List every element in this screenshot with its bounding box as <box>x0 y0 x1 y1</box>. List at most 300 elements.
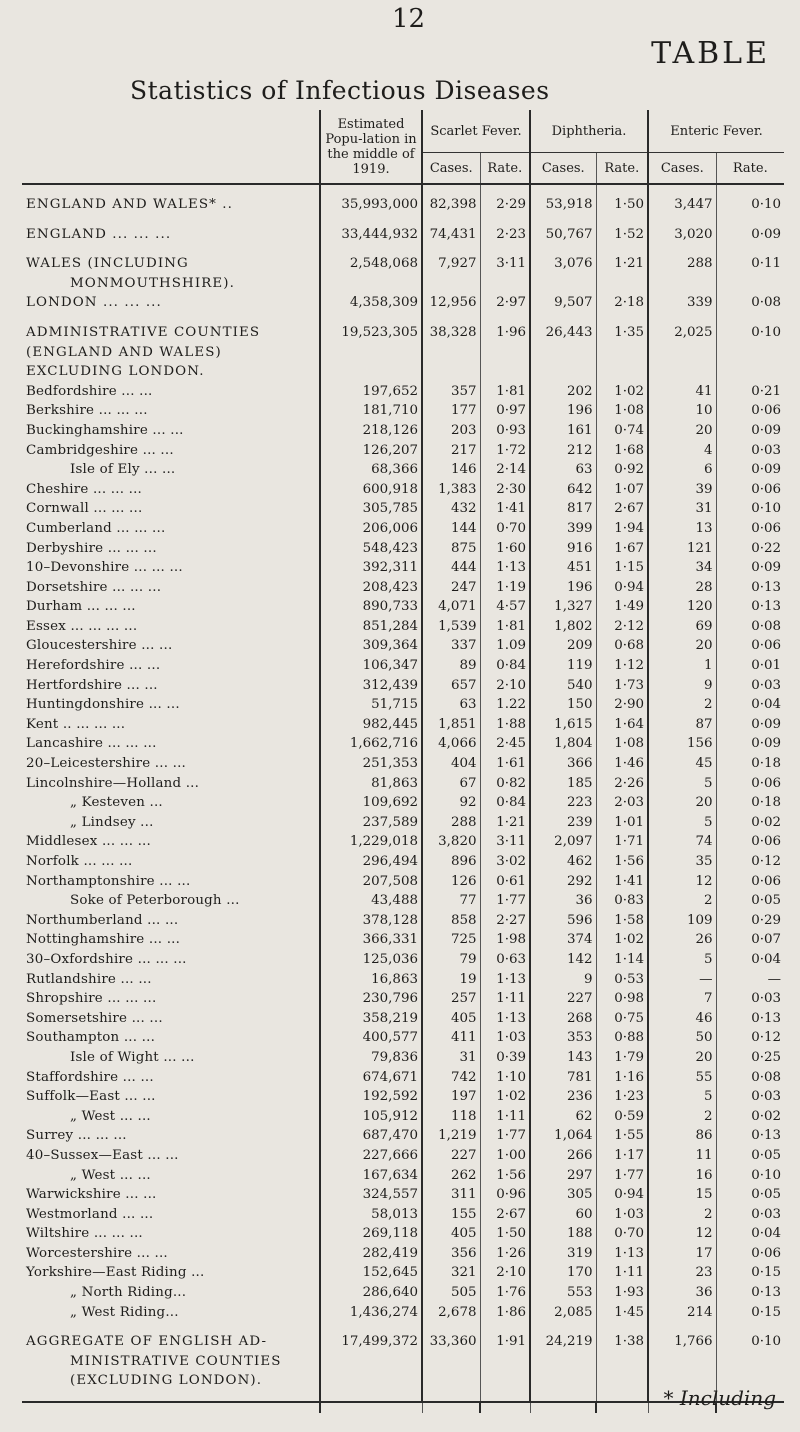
spacer-cell <box>716 313 784 323</box>
diphtheria-cases-cell: 143 <box>530 1048 596 1068</box>
scarlet-rate-cell: 1·03 <box>480 1028 530 1048</box>
district-name: Huntingdonshire ... ... <box>26 697 180 713</box>
diphtheria-rate-cell: 1·77 <box>596 1166 648 1186</box>
scarlet-rate-cell: 1·13 <box>480 970 530 990</box>
spacer-cell <box>648 1322 716 1332</box>
table-row <box>22 1224 784 1244</box>
scarlet-rate-cell: 1.09 <box>480 636 530 656</box>
spacer-cell <box>716 215 784 225</box>
scarlet-cases-cell: 288 <box>422 813 480 833</box>
population-cell: 296,494 <box>320 852 422 872</box>
diphtheria-rate-cell: 1·16 <box>596 1068 648 1088</box>
diphtheria-cases-cell: 53,918 <box>530 195 596 215</box>
table-row <box>22 274 784 294</box>
diphtheria-cases-cell: 36 <box>530 891 596 911</box>
scarlet-rate-cell: 0·84 <box>480 793 530 813</box>
spacer-cell <box>530 1391 596 1402</box>
scarlet-cases-cell: 12,956 <box>422 293 480 313</box>
district-name: Norfolk ... ... ... <box>26 854 133 869</box>
enteric-cases-cell: 5 <box>648 1087 716 1107</box>
district-name: „ Lindsey ... <box>70 814 154 830</box>
district-name: Middlesex ... ... ... <box>26 834 151 850</box>
enteric-cases-cell: 36 <box>648 1283 716 1303</box>
table-row <box>22 695 784 715</box>
table-heading: TABLE <box>651 36 770 71</box>
scarlet-rate-cell: 0·82 <box>480 774 530 794</box>
diphtheria-rate-cell: 1·12 <box>596 656 648 676</box>
district-name: Gloucestershire ... ... <box>26 638 173 654</box>
population-cell: 125,036 <box>320 950 422 970</box>
table-row <box>22 1303 784 1323</box>
spacer-cell <box>530 215 596 225</box>
enteric-cases-cell: 17 <box>648 1244 716 1264</box>
spacer-cell <box>648 244 716 254</box>
scarlet-rate-cell <box>480 1371 530 1391</box>
diphtheria-cases-cell: 916 <box>530 539 596 559</box>
diphtheria-rate-cell: 0·94 <box>596 1185 648 1205</box>
diphtheria-cases-cell: 1,615 <box>530 715 596 735</box>
scarlet-cases-cell: 31 <box>422 1048 480 1068</box>
table-row <box>22 460 784 480</box>
population-cell <box>320 362 422 382</box>
district-name: Cumberland ... ... ... <box>26 520 166 536</box>
table-row <box>22 578 784 598</box>
scarlet-cases-cell: 227 <box>422 1146 480 1166</box>
table-row <box>22 656 784 676</box>
spacer-cell <box>422 1322 480 1332</box>
enteric-cases-cell: 28 <box>648 578 716 598</box>
enteric-rate-cell: 0·10 <box>716 195 784 215</box>
population-cell: 305,785 <box>320 499 422 519</box>
diphtheria-rate-cell: 1·02 <box>596 930 648 950</box>
scarlet-rate-cell: 1·88 <box>480 715 530 735</box>
enteric-cases-cell: 39 <box>648 480 716 500</box>
scarlet-rate-cell: 1·21 <box>480 813 530 833</box>
diphtheria-cases-cell: 202 <box>530 382 596 402</box>
district-name: „ West ... ... <box>70 1167 151 1183</box>
diphtheria-cases-cell: 451 <box>530 558 596 578</box>
enteric-cases-cell: 16 <box>648 1166 716 1186</box>
district-name: „ West ... ... <box>70 1108 151 1124</box>
diphtheria-rate-cell: 1·11 <box>596 1263 648 1283</box>
enteric-rate-cell: 0·08 <box>716 1068 784 1088</box>
enteric-rate-cell: 0·18 <box>716 793 784 813</box>
population-cell: 358,219 <box>320 1009 422 1029</box>
district-name: WALES (INCLUDING <box>26 256 189 272</box>
enteric-rate-cell: 0·08 <box>716 617 784 637</box>
spacer-cell <box>716 1322 784 1332</box>
enteric-cases-cell: 26 <box>648 930 716 950</box>
diphtheria-rate-cell: 1·71 <box>596 832 648 852</box>
table-row <box>22 930 784 950</box>
enteric-cases-cell: 339 <box>648 293 716 313</box>
district-name: Isle of Ely ... ... <box>70 462 176 478</box>
table-body <box>22 184 784 1413</box>
scarlet-cases-cell: 118 <box>422 1107 480 1127</box>
diphtheria-rate-cell: 0·68 <box>596 636 648 656</box>
population-cell: 366,331 <box>320 930 422 950</box>
diphtheria-cases-cell: 196 <box>530 578 596 598</box>
diphtheria-rate-cell: 2·26 <box>596 774 648 794</box>
enteric-rate-cell: 0·13 <box>716 1126 784 1146</box>
population-cell: 81,863 <box>320 774 422 794</box>
enteric-cases-cell: 2 <box>648 1205 716 1225</box>
table-row <box>22 1068 784 1088</box>
scarlet-cases-cell <box>422 1371 480 1391</box>
population-cell: 851,284 <box>320 617 422 637</box>
table-row <box>22 872 784 892</box>
enteric-cases-cell <box>648 274 716 294</box>
enteric-cases-cell <box>648 343 716 363</box>
population-cell: 230,796 <box>320 989 422 1009</box>
spacer-cell <box>648 215 716 225</box>
scarlet-rate-cell: 4·57 <box>480 597 530 617</box>
enteric-cases-cell: 5 <box>648 950 716 970</box>
diphtheria-rate-cell: 1·56 <box>596 852 648 872</box>
population-cell: 1,229,018 <box>320 832 422 852</box>
scarlet-rate-header: Rate. <box>480 153 530 185</box>
district-name: Isle of Wight ... ... <box>70 1049 195 1065</box>
spacer-cell <box>480 1322 530 1332</box>
enteric-cases-cell: 10 <box>648 401 716 421</box>
enteric-rate-cell: 0·03 <box>716 1205 784 1225</box>
scarlet-cases-cell: 77 <box>422 891 480 911</box>
diphtheria-cases-cell: 553 <box>530 1283 596 1303</box>
population-cell: 312,439 <box>320 676 422 696</box>
enteric-rate-cell: 0·06 <box>716 401 784 421</box>
spacer-cell <box>596 1322 648 1332</box>
diphtheria-rate-cell: 1·17 <box>596 1146 648 1166</box>
scarlet-rate-cell: 1·77 <box>480 1126 530 1146</box>
diphtheria-rate-cell: 0·70 <box>596 1224 648 1244</box>
scarlet-cases-cell <box>422 362 480 382</box>
diphtheria-rate-cell: 1·46 <box>596 754 648 774</box>
diphtheria-rate-cell <box>596 274 648 294</box>
table-row <box>22 1048 784 1068</box>
enteric-cases-cell: 41 <box>648 382 716 402</box>
scarlet-rate-cell: 3·11 <box>480 832 530 852</box>
population-cell: 400,577 <box>320 1028 422 1048</box>
spacer-cell <box>480 1391 530 1402</box>
diphtheria-rate-cell: 0·53 <box>596 970 648 990</box>
enteric-rate-cell: 0·09 <box>716 558 784 578</box>
population-cell: 548,423 <box>320 539 422 559</box>
diphtheria-cases-cell: 366 <box>530 754 596 774</box>
scarlet-cases-cell: 411 <box>422 1028 480 1048</box>
enteric-rate-cell: 0·03 <box>716 441 784 461</box>
population-cell: 79,836 <box>320 1048 422 1068</box>
population-cell: 218,126 <box>320 421 422 441</box>
table-row <box>22 1126 784 1146</box>
population-cell: 58,013 <box>320 1205 422 1225</box>
spacer-cell <box>480 244 530 254</box>
district-name: Warwickshire ... ... <box>26 1187 157 1203</box>
enteric-rate-cell <box>716 1352 784 1372</box>
scarlet-rate-cell: 1·98 <box>480 930 530 950</box>
enteric-rate-cell: 0·22 <box>716 539 784 559</box>
enteric-cases-cell: 1 <box>648 656 716 676</box>
diphtheria-rate-cell: 1·14 <box>596 950 648 970</box>
population-cell: 206,006 <box>320 519 422 539</box>
spacer-cell <box>320 1391 422 1402</box>
scarlet-rate-cell: 1·56 <box>480 1166 530 1186</box>
enteric-cases-cell: 34 <box>648 558 716 578</box>
district-name: Durham ... ... ... <box>26 599 136 615</box>
scarlet-cases-cell: 356 <box>422 1244 480 1264</box>
scarlet-rate-cell: 2·23 <box>480 225 530 245</box>
enteric-cases-cell: — <box>648 970 716 990</box>
enteric-cases-cell <box>648 362 716 382</box>
table-row <box>22 1283 784 1303</box>
district-name: AGGREGATE OF ENGLISH AD- <box>26 1334 268 1350</box>
population-cell: 207,508 <box>320 872 422 892</box>
scarlet-rate-cell: 1·61 <box>480 754 530 774</box>
scarlet-cases-cell: 74,431 <box>422 225 480 245</box>
rule-cell <box>480 1402 530 1413</box>
scarlet-rate-cell: 1·96 <box>480 323 530 343</box>
district-name: Southampton ... ... <box>26 1030 156 1046</box>
table-row <box>22 1244 784 1264</box>
table-row <box>22 362 784 382</box>
spacer-cell <box>530 244 596 254</box>
scarlet-rate-cell: 2·14 <box>480 460 530 480</box>
enteric-cases-cell: 69 <box>648 617 716 637</box>
district-name: Buckinghamshire ... ... <box>26 422 184 438</box>
diphtheria-rate-cell: 0·59 <box>596 1107 648 1127</box>
table-row <box>22 343 784 363</box>
district-name: Cheshire ... ... ... <box>26 481 142 497</box>
scarlet-rate-cell: 0·39 <box>480 1048 530 1068</box>
table-row <box>22 441 784 461</box>
diphtheria-cases-cell: 1,802 <box>530 617 596 637</box>
table-row <box>22 558 784 578</box>
scarlet-cases-cell: 4,066 <box>422 734 480 754</box>
spacer-cell <box>716 244 784 254</box>
enteric-cases-cell: 13 <box>648 519 716 539</box>
scarlet-cases-cell: 197 <box>422 1087 480 1107</box>
enteric-rate-header: Rate. <box>716 153 784 185</box>
population-cell: 282,419 <box>320 1244 422 1264</box>
spacer-cell <box>480 215 530 225</box>
scarlet-cases-cell: 67 <box>422 774 480 794</box>
population-header: Estimated Popu-lation in the middle of 1919. <box>320 110 422 184</box>
spacer-cell <box>320 313 422 323</box>
enteric-rate-cell: 0·03 <box>716 989 784 1009</box>
district-name: ENGLAND AND WALES* .. <box>26 197 234 212</box>
scarlet-cases-cell: 257 <box>422 989 480 1009</box>
enteric-cases-cell: 5 <box>648 774 716 794</box>
spacer-cell <box>422 313 480 323</box>
scarlet-cases-cell: 262 <box>422 1166 480 1186</box>
enteric-rate-cell: 0·13 <box>716 1283 784 1303</box>
spacer-row <box>22 313 784 323</box>
table-row <box>22 1028 784 1048</box>
enteric-rate-cell: 0·21 <box>716 382 784 402</box>
scarlet-cases-cell: 742 <box>422 1068 480 1088</box>
spacer-cell <box>648 313 716 323</box>
diphtheria-rate-cell: 1·15 <box>596 558 648 578</box>
district-name: Herefordshire ... ... <box>26 658 161 674</box>
spacer-cell <box>22 1391 320 1402</box>
scarlet-rate-cell: 1·13 <box>480 1009 530 1029</box>
scarlet-rate-cell: 2·30 <box>480 480 530 500</box>
page-title: Statistics of Infectious Diseases <box>130 76 550 105</box>
diphtheria-rate-cell: 1·49 <box>596 597 648 617</box>
diphtheria-rate-cell <box>596 343 648 363</box>
table-row <box>22 1087 784 1107</box>
spacer-cell <box>422 1391 480 1402</box>
enteric-cases-cell: 20 <box>648 636 716 656</box>
scarlet-cases-cell: 858 <box>422 911 480 931</box>
table-row <box>22 1107 784 1127</box>
scarlet-rate-cell <box>480 362 530 382</box>
diphtheria-cases-cell: 223 <box>530 793 596 813</box>
scarlet-cases-cell: 82,398 <box>422 195 480 215</box>
spacer-row <box>22 244 784 254</box>
table-row <box>22 1332 784 1352</box>
scarlet-rate-cell: 1·81 <box>480 617 530 637</box>
scarlet-cases-cell: 896 <box>422 852 480 872</box>
enteric-rate-cell: 0·06 <box>716 1244 784 1264</box>
diphtheria-rate-cell: 1·50 <box>596 195 648 215</box>
district-name: (ENGLAND AND WALES) <box>26 344 222 360</box>
population-cell: 2,548,068 <box>320 254 422 274</box>
population-cell: 152,645 <box>320 1263 422 1283</box>
enteric-cases-cell <box>648 1352 716 1372</box>
scarlet-cases-cell: 875 <box>422 539 480 559</box>
scarlet-cases-cell: 79 <box>422 950 480 970</box>
population-cell: 33,444,932 <box>320 225 422 245</box>
scarlet-rate-cell: 0·93 <box>480 421 530 441</box>
scarlet-rate-cell: 1·19 <box>480 578 530 598</box>
enteric-rate-cell: 0·13 <box>716 1009 784 1029</box>
population-cell: 197,652 <box>320 382 422 402</box>
enteric-rate-cell: 0·06 <box>716 774 784 794</box>
district-name: ENGLAND ... ... ... <box>26 226 172 242</box>
enteric-rate-cell: 0·09 <box>716 715 784 735</box>
diphtheria-cases-cell: 305 <box>530 1185 596 1205</box>
district-name: 40–Sussex—East ... ... <box>26 1147 179 1163</box>
population-cell: 68,366 <box>320 460 422 480</box>
spacer-cell <box>530 184 596 195</box>
diphtheria-cases-cell: 268 <box>530 1009 596 1029</box>
enteric-cases-cell: 2 <box>648 891 716 911</box>
diphtheria-cases-cell: 170 <box>530 1263 596 1283</box>
scarlet-cases-cell: 311 <box>422 1185 480 1205</box>
spacer-cell <box>320 184 422 195</box>
enteric-cases-cell: 87 <box>648 715 716 735</box>
enteric-cases-cell: 35 <box>648 852 716 872</box>
diphtheria-cases-cell <box>530 362 596 382</box>
diphtheria-cases-cell: 292 <box>530 872 596 892</box>
enteric-rate-cell: 0·10 <box>716 499 784 519</box>
enteric-rate-cell: 0·13 <box>716 578 784 598</box>
enteric-cases-cell: 4 <box>648 441 716 461</box>
table-row <box>22 597 784 617</box>
population-cell: 192,592 <box>320 1087 422 1107</box>
scarlet-cases-cell: 725 <box>422 930 480 950</box>
population-cell: 1,436,274 <box>320 1303 422 1323</box>
enteric-rate-cell: 0·06 <box>716 480 784 500</box>
scarlet-rate-cell: 1.22 <box>480 695 530 715</box>
diphtheria-rate-cell: 1·73 <box>596 676 648 696</box>
diphtheria-cases-cell: 188 <box>530 1224 596 1244</box>
district-name: Bedfordshire ... ... <box>26 383 153 399</box>
scarlet-cases-cell: 1,851 <box>422 715 480 735</box>
enteric-cases-cell: 20 <box>648 793 716 813</box>
district-name: Cambridgeshire ... ... <box>26 442 174 458</box>
enteric-rate-cell: 0·05 <box>716 1185 784 1205</box>
scarlet-rate-cell: 1·50 <box>480 1224 530 1244</box>
district-name: „ North Riding... <box>70 1285 187 1301</box>
spacer-cell <box>22 1322 320 1332</box>
scarlet-rate-cell: 1·02 <box>480 1087 530 1107</box>
scarlet-cases-cell: 19 <box>422 970 480 990</box>
district-name: Staffordshire ... ... <box>26 1069 154 1085</box>
scarlet-cases-cell: 126 <box>422 872 480 892</box>
diphtheria-cases-header: Cases. <box>530 153 596 185</box>
table-row <box>22 480 784 500</box>
table-row <box>22 195 784 215</box>
spacer-row <box>22 1322 784 1332</box>
diphtheria-cases-cell: 24,219 <box>530 1332 596 1352</box>
scarlet-rate-cell: 0·63 <box>480 950 530 970</box>
enteric-cases-cell: 3,447 <box>648 195 716 215</box>
enteric-rate-cell: 0·03 <box>716 1087 784 1107</box>
diphtheria-cases-cell: 9 <box>530 970 596 990</box>
diphtheria-cases-cell: 319 <box>530 1244 596 1264</box>
diphtheria-cases-cell: 142 <box>530 950 596 970</box>
district-name: Berkshire ... ... ... <box>26 403 148 419</box>
enteric-cases-cell: 121 <box>648 539 716 559</box>
spacer-cell <box>320 1322 422 1332</box>
scarlet-rate-cell: 1·81 <box>480 382 530 402</box>
district-name: MINISTRATIVE COUNTIES <box>70 1353 282 1369</box>
enteric-cases-cell: 20 <box>648 421 716 441</box>
enteric-cases-cell: 288 <box>648 254 716 274</box>
scarlet-rate-cell: 2·27 <box>480 911 530 931</box>
population-cell: 19,523,305 <box>320 323 422 343</box>
enteric-rate-cell: 0·04 <box>716 695 784 715</box>
table-row <box>22 1146 784 1166</box>
table-row <box>22 617 784 637</box>
table-row <box>22 254 784 274</box>
diphtheria-rate-cell: 0·92 <box>596 460 648 480</box>
enteric-rate-cell: 0·11 <box>716 254 784 274</box>
population-cell <box>320 1371 422 1391</box>
enteric-rate-cell: 0·12 <box>716 1028 784 1048</box>
enteric-rate-cell: — <box>716 970 784 990</box>
enteric-cases-cell: 86 <box>648 1126 716 1146</box>
scarlet-rate-cell: 1·76 <box>480 1283 530 1303</box>
scarlet-cases-cell: 1,539 <box>422 617 480 637</box>
spacer-cell <box>596 1391 648 1402</box>
enteric-cases-cell: 31 <box>648 499 716 519</box>
diphtheria-rate-cell: 0·83 <box>596 891 648 911</box>
table-row <box>22 1185 784 1205</box>
spacer-cell <box>320 215 422 225</box>
scarlet-cases-cell: 357 <box>422 382 480 402</box>
diphtheria-rate-cell: 1·03 <box>596 1205 648 1225</box>
scarlet-rate-cell <box>480 1352 530 1372</box>
diphtheria-rate-cell: 2·12 <box>596 617 648 637</box>
diphtheria-cases-cell: 26,443 <box>530 323 596 343</box>
scarlet-rate-cell: 1·00 <box>480 1146 530 1166</box>
diphtheria-cases-cell: 196 <box>530 401 596 421</box>
scarlet-cases-cell: 1,219 <box>422 1126 480 1146</box>
enteric-cases-cell: 7 <box>648 989 716 1009</box>
scarlet-cases-cell: 146 <box>422 460 480 480</box>
